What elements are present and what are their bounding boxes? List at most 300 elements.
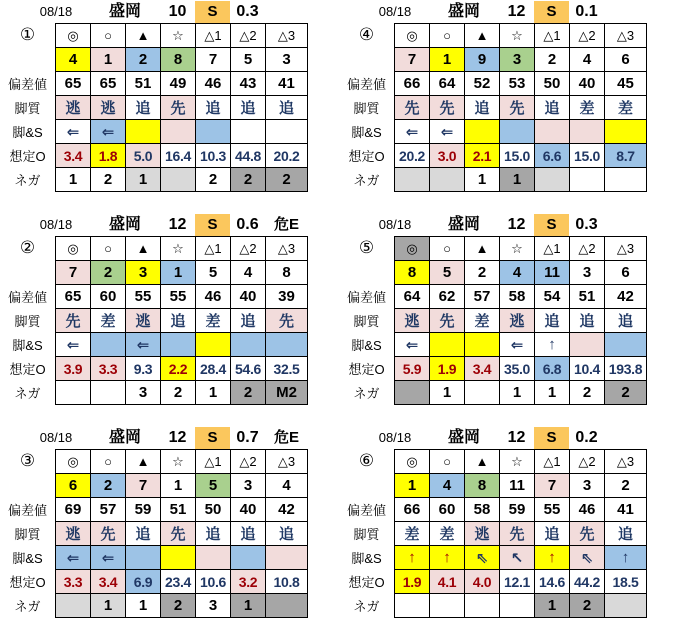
odds-row[interactable]: [395, 570, 647, 594]
mark-cell[interactable]: ☆: [500, 450, 535, 474]
horse-number-cell[interactable]: 8: [266, 261, 308, 285]
nega-cell[interactable]: 2: [266, 168, 308, 192]
race-table[interactable]: [394, 236, 647, 405]
start-type-badge[interactable]: S: [195, 1, 230, 23]
horse-number-cell[interactable]: 5: [196, 261, 231, 285]
marks-row[interactable]: [395, 450, 647, 474]
horse-number-cell[interactable]: 9: [465, 48, 500, 72]
kyakushitsu-cell[interactable]: 追: [161, 309, 196, 333]
horse-number-cell[interactable]: 6: [605, 261, 647, 285]
odds-cell[interactable]: 54.6: [231, 357, 266, 381]
mark-cell[interactable]: ◎: [395, 237, 430, 261]
hensachi-cell[interactable]: 62: [430, 285, 465, 309]
hensachi-cell[interactable]: 57: [91, 498, 126, 522]
mark-cell[interactable]: △2: [231, 237, 266, 261]
style-row[interactable]: [395, 309, 647, 333]
horse-number-cell[interactable]: 7: [56, 261, 91, 285]
hensachi-cell[interactable]: 41: [605, 498, 647, 522]
race-body[interactable]: [339, 236, 647, 405]
hensachi-cell[interactable]: 40: [570, 72, 605, 96]
hensachi-cell[interactable]: 64: [395, 285, 430, 309]
ashi-s-cell[interactable]: [231, 120, 266, 144]
mark-cell[interactable]: ▲: [126, 237, 161, 261]
hensachi-cell[interactable]: 60: [91, 285, 126, 309]
nega-cell[interactable]: 2: [570, 381, 605, 405]
race-track[interactable]: 盛岡: [108, 3, 141, 20]
horse-number-cell[interactable]: 3: [231, 474, 266, 498]
ashi-row[interactable]: [395, 120, 647, 144]
marks-row[interactable]: [395, 24, 647, 48]
row-labels[interactable]: [0, 23, 55, 192]
kyakushitsu-cell[interactable]: 先: [430, 309, 465, 333]
hensachi-cell[interactable]: 49: [161, 72, 196, 96]
hensachi-cell[interactable]: 55: [161, 285, 196, 309]
hensachi-cell[interactable]: 65: [91, 72, 126, 96]
odds-cell[interactable]: 28.4: [196, 357, 231, 381]
nega-cell[interactable]: 2: [91, 168, 126, 192]
race-body[interactable]: [0, 236, 308, 405]
hensachi-cell[interactable]: 46: [196, 285, 231, 309]
horse-number-cell[interactable]: 6: [56, 474, 91, 498]
race-body[interactable]: [339, 23, 647, 192]
nega-cell[interactable]: 2: [570, 594, 605, 618]
kyakushitsu-cell[interactable]: 追: [266, 96, 308, 120]
nega-cell[interactable]: M2: [266, 381, 308, 405]
hensachi-cell[interactable]: 46: [570, 498, 605, 522]
race-block[interactable]: [339, 427, 647, 618]
hensachi-cell[interactable]: 39: [266, 285, 308, 309]
mark-cell[interactable]: △1: [535, 450, 570, 474]
odds-cell[interactable]: 4.0: [465, 570, 500, 594]
nega-cell[interactable]: 1: [56, 168, 91, 192]
ashi-s-cell[interactable]: [266, 546, 308, 570]
odds-cell[interactable]: 10.6: [196, 570, 231, 594]
hensachi-cell[interactable]: 45: [605, 72, 647, 96]
ashi-s-cell[interactable]: [196, 546, 231, 570]
odds-cell[interactable]: 44.2: [570, 570, 605, 594]
mark-cell[interactable]: ▲: [465, 237, 500, 261]
nega-cell[interactable]: [56, 594, 91, 618]
kyakushitsu-cell[interactable]: 追: [535, 96, 570, 120]
odds-cell[interactable]: 3.3: [56, 570, 91, 594]
hensachi-cell[interactable]: 43: [231, 72, 266, 96]
ashi-row[interactable]: [395, 546, 647, 570]
ashi-row[interactable]: [395, 333, 647, 357]
nega-cell[interactable]: 1: [231, 594, 266, 618]
ashi-row[interactable]: [56, 120, 308, 144]
horse-number-cell[interactable]: 4: [430, 474, 465, 498]
marks-row[interactable]: [56, 450, 308, 474]
hensachi-cell[interactable]: 54: [535, 285, 570, 309]
horse-number-cell[interactable]: 2: [605, 474, 647, 498]
mark-cell[interactable]: △1: [196, 450, 231, 474]
race-header[interactable]: [339, 214, 647, 236]
kyakushitsu-cell[interactable]: 差: [570, 96, 605, 120]
mark-cell[interactable]: ☆: [161, 24, 196, 48]
nega-cell[interactable]: 1: [500, 168, 535, 192]
mark-cell[interactable]: ☆: [500, 24, 535, 48]
odds-cell[interactable]: 15.0: [500, 144, 535, 168]
nega-cell[interactable]: [395, 381, 430, 405]
horse-number-cell[interactable]: 3: [570, 261, 605, 285]
hensachi-cell[interactable]: 51: [570, 285, 605, 309]
start-type-badge[interactable]: S: [195, 214, 230, 236]
odds-cell[interactable]: 3.4: [465, 357, 500, 381]
hensachi-cell[interactable]: 66: [395, 72, 430, 96]
hensachi-row[interactable]: [395, 498, 647, 522]
nega-cell[interactable]: [465, 594, 500, 618]
kyakushitsu-cell[interactable]: 先: [500, 96, 535, 120]
style-row[interactable]: [56, 309, 308, 333]
mark-cell[interactable]: △2: [231, 450, 266, 474]
kyakushitsu-cell[interactable]: 逃: [56, 522, 91, 546]
hensachi-cell[interactable]: 55: [535, 498, 570, 522]
start-type-badge[interactable]: S: [195, 427, 230, 449]
number-row[interactable]: [395, 261, 647, 285]
odds-cell[interactable]: 1.9: [395, 570, 430, 594]
nega-cell[interactable]: [395, 168, 430, 192]
nw-arrow-icon-cell[interactable]: ↖: [500, 546, 535, 570]
row-labels[interactable]: [0, 449, 55, 618]
kyakushitsu-cell[interactable]: 追: [196, 96, 231, 120]
kyakushitsu-cell[interactable]: 逃: [56, 96, 91, 120]
nega-row[interactable]: [395, 594, 647, 618]
kyakushitsu-cell[interactable]: 差: [605, 96, 647, 120]
odds-cell[interactable]: 12.1: [500, 570, 535, 594]
number-row[interactable]: [395, 48, 647, 72]
nega-cell[interactable]: 1: [465, 168, 500, 192]
left-arrow-icon-cell[interactable]: ⇐: [56, 333, 91, 357]
hensachi-cell[interactable]: 40: [231, 498, 266, 522]
nega-cell[interactable]: 3: [196, 594, 231, 618]
odds-row[interactable]: [56, 357, 308, 381]
horse-number-cell[interactable]: 1: [395, 474, 430, 498]
ashi-s-cell[interactable]: [231, 333, 266, 357]
nega-row[interactable]: [56, 168, 308, 192]
mark-cell[interactable]: △1: [535, 24, 570, 48]
race-date[interactable]: 08/18: [378, 430, 412, 445]
mark-cell[interactable]: ○: [430, 237, 465, 261]
odds-cell[interactable]: 5.9: [395, 357, 430, 381]
hensachi-cell[interactable]: 65: [56, 285, 91, 309]
number-row[interactable]: [56, 48, 308, 72]
odds-row[interactable]: [395, 357, 647, 381]
odds-cell[interactable]: 193.8: [605, 357, 647, 381]
race-track[interactable]: 盛岡: [108, 216, 141, 233]
nega-cell[interactable]: 2: [605, 381, 647, 405]
nega-cell[interactable]: [465, 381, 500, 405]
kyakushitsu-cell[interactable]: 先: [266, 309, 308, 333]
mark-cell[interactable]: ◎: [56, 24, 91, 48]
race-date[interactable]: 08/18: [378, 4, 412, 19]
row-labels[interactable]: [339, 23, 394, 192]
horse-number-cell[interactable]: 2: [91, 474, 126, 498]
start-type-badge[interactable]: S: [534, 214, 569, 236]
race-body[interactable]: [339, 449, 647, 618]
odds-cell[interactable]: 18.5: [605, 570, 647, 594]
race-margin[interactable]: 0.3: [236, 3, 259, 20]
mark-cell[interactable]: ○: [91, 450, 126, 474]
odds-cell[interactable]: 10.8: [266, 570, 308, 594]
horse-number-cell[interactable]: 4: [56, 48, 91, 72]
kyakushitsu-cell[interactable]: 先: [161, 96, 196, 120]
horse-number-cell[interactable]: 5: [430, 261, 465, 285]
horse-number-cell[interactable]: 4: [231, 261, 266, 285]
mark-cell[interactable]: ○: [91, 237, 126, 261]
race-header[interactable]: [339, 427, 647, 449]
race-date[interactable]: 08/18: [378, 217, 412, 232]
ashi-s-cell[interactable]: [126, 546, 161, 570]
race-date[interactable]: 08/18: [39, 4, 73, 19]
nega-cell[interactable]: 2: [231, 168, 266, 192]
race-block[interactable]: [0, 1, 308, 192]
nega-row[interactable]: [56, 381, 308, 405]
mark-cell[interactable]: △2: [570, 237, 605, 261]
odds-cell[interactable]: 10.3: [196, 144, 231, 168]
mark-cell[interactable]: ○: [430, 450, 465, 474]
nega-cell[interactable]: 1: [126, 168, 161, 192]
nega-cell[interactable]: [91, 381, 126, 405]
race-block[interactable]: [339, 1, 647, 192]
nega-cell[interactable]: [266, 594, 308, 618]
nega-cell[interactable]: [56, 381, 91, 405]
nega-cell[interactable]: [605, 168, 647, 192]
race-margin[interactable]: 0.6: [236, 216, 259, 233]
mark-cell[interactable]: △3: [605, 237, 647, 261]
mark-cell[interactable]: ○: [430, 24, 465, 48]
race-number[interactable]: 12: [507, 429, 526, 446]
race-number[interactable]: 12: [168, 429, 187, 446]
ashi-s-cell[interactable]: [605, 333, 647, 357]
horse-number-cell[interactable]: 1: [161, 261, 196, 285]
left-arrow-icon-cell[interactable]: ⇐: [56, 546, 91, 570]
race-table[interactable]: [55, 23, 308, 192]
odds-row[interactable]: [56, 570, 308, 594]
hensachi-cell[interactable]: 66: [395, 498, 430, 522]
kyakushitsu-cell[interactable]: 差: [196, 309, 231, 333]
mark-cell[interactable]: ▲: [126, 24, 161, 48]
number-row[interactable]: [56, 474, 308, 498]
hensachi-cell[interactable]: 58: [500, 285, 535, 309]
row-labels[interactable]: [339, 449, 394, 618]
up-arrow-icon-cell[interactable]: ↑: [535, 546, 570, 570]
horse-number-cell[interactable]: 2: [535, 48, 570, 72]
mark-cell[interactable]: ◎: [395, 450, 430, 474]
ashi-s-cell[interactable]: [535, 120, 570, 144]
kyakushitsu-cell[interactable]: 逃: [126, 309, 161, 333]
kyakushitsu-cell[interactable]: 先: [56, 309, 91, 333]
left-arrow-icon-cell[interactable]: ⇐: [91, 546, 126, 570]
nega-cell[interactable]: [570, 168, 605, 192]
marks-row[interactable]: [395, 237, 647, 261]
kyakushitsu-cell[interactable]: 追: [231, 522, 266, 546]
ashi-s-cell[interactable]: [196, 333, 231, 357]
style-row[interactable]: [56, 522, 308, 546]
hensachi-row[interactable]: [56, 285, 308, 309]
horse-number-cell[interactable]: 1: [161, 474, 196, 498]
odds-cell[interactable]: 2.1: [465, 144, 500, 168]
race-date[interactable]: 08/18: [39, 430, 73, 445]
kyakushitsu-cell[interactable]: 差: [465, 309, 500, 333]
odds-cell[interactable]: 1.8: [91, 144, 126, 168]
ashi-s-cell[interactable]: [266, 120, 308, 144]
nega-cell[interactable]: 1: [535, 594, 570, 618]
horse-number-cell[interactable]: 7: [196, 48, 231, 72]
kyakushitsu-cell[interactable]: 追: [605, 522, 647, 546]
mark-cell[interactable]: △1: [196, 24, 231, 48]
horse-number-cell[interactable]: 1: [430, 48, 465, 72]
race-header[interactable]: [0, 214, 308, 236]
race-table[interactable]: [394, 449, 647, 618]
ashi-row[interactable]: [56, 546, 308, 570]
start-type-badge[interactable]: S: [534, 427, 569, 449]
hensachi-cell[interactable]: 51: [126, 72, 161, 96]
ashi-s-cell[interactable]: [161, 546, 196, 570]
nega-cell[interactable]: 2: [161, 594, 196, 618]
up-arrow-icon-cell[interactable]: ↑: [430, 546, 465, 570]
odds-cell[interactable]: 3.9: [56, 357, 91, 381]
ashi-s-cell[interactable]: [430, 333, 465, 357]
hensachi-cell[interactable]: 53: [500, 72, 535, 96]
left-arrow-icon-cell[interactable]: ⇐: [91, 120, 126, 144]
left-arrow-icon-cell[interactable]: ⇐: [395, 333, 430, 357]
odds-cell[interactable]: 20.2: [395, 144, 430, 168]
nega-cell[interactable]: 1: [196, 381, 231, 405]
mark-cell[interactable]: ▲: [126, 450, 161, 474]
hensachi-cell[interactable]: 50: [535, 72, 570, 96]
kyakushitsu-cell[interactable]: 逃: [395, 309, 430, 333]
ashi-s-cell[interactable]: [266, 333, 308, 357]
nega-cell[interactable]: 1: [535, 381, 570, 405]
mark-cell[interactable]: △2: [231, 24, 266, 48]
hensachi-cell[interactable]: 50: [196, 498, 231, 522]
kyakushitsu-cell[interactable]: 先: [395, 96, 430, 120]
horse-number-cell[interactable]: 2: [465, 261, 500, 285]
horse-number-cell[interactable]: 7: [535, 474, 570, 498]
left-arrow-icon-cell[interactable]: ⇐: [430, 120, 465, 144]
ashi-s-cell[interactable]: [570, 120, 605, 144]
marks-row[interactable]: [56, 24, 308, 48]
nega-cell[interactable]: 1: [126, 594, 161, 618]
mark-cell[interactable]: △3: [605, 24, 647, 48]
horse-number-cell[interactable]: 3: [126, 261, 161, 285]
kyakushitsu-cell[interactable]: 追: [126, 96, 161, 120]
kyakushitsu-cell[interactable]: 差: [430, 522, 465, 546]
number-row[interactable]: [56, 261, 308, 285]
nega-cell[interactable]: 3: [126, 381, 161, 405]
horse-number-cell[interactable]: 3: [500, 48, 535, 72]
kyakushitsu-cell[interactable]: 追: [196, 522, 231, 546]
kyakushitsu-cell[interactable]: 追: [266, 522, 308, 546]
marks-row[interactable]: [56, 237, 308, 261]
race-table[interactable]: [55, 449, 308, 618]
up-arrow-icon-cell[interactable]: ↑: [395, 546, 430, 570]
kyakushitsu-cell[interactable]: 追: [126, 522, 161, 546]
hensachi-cell[interactable]: 59: [500, 498, 535, 522]
hensachi-cell[interactable]: 60: [430, 498, 465, 522]
kyakushitsu-cell[interactable]: 追: [231, 309, 266, 333]
race-number[interactable]: 10: [168, 3, 187, 20]
race-body[interactable]: [0, 23, 308, 192]
hensachi-cell[interactable]: 42: [266, 498, 308, 522]
odds-row[interactable]: [56, 144, 308, 168]
up-arrow-icon-cell[interactable]: ↑: [605, 546, 647, 570]
odds-cell[interactable]: 14.6: [535, 570, 570, 594]
kyakushitsu-cell[interactable]: 先: [500, 522, 535, 546]
race-margin[interactable]: 0.2: [575, 429, 598, 446]
kyakushitsu-cell[interactable]: 差: [395, 522, 430, 546]
odds-cell[interactable]: 35.0: [500, 357, 535, 381]
hensachi-cell[interactable]: 58: [465, 498, 500, 522]
kyakushitsu-cell[interactable]: 先: [161, 522, 196, 546]
mark-cell[interactable]: △2: [570, 24, 605, 48]
mark-cell[interactable]: ☆: [161, 237, 196, 261]
kyakushitsu-cell[interactable]: 逃: [91, 96, 126, 120]
mark-cell[interactable]: △1: [196, 237, 231, 261]
horse-number-cell[interactable]: 5: [231, 48, 266, 72]
horse-number-cell[interactable]: 8: [161, 48, 196, 72]
horse-number-cell[interactable]: 8: [465, 474, 500, 498]
ashi-s-cell[interactable]: [91, 333, 126, 357]
nega-cell[interactable]: [430, 594, 465, 618]
odds-cell[interactable]: 15.0: [570, 144, 605, 168]
nw-outline-arrow-icon-cell[interactable]: ⇖: [570, 546, 605, 570]
odds-cell[interactable]: 6.8: [535, 357, 570, 381]
odds-cell[interactable]: 44.8: [231, 144, 266, 168]
nega-cell[interactable]: [605, 594, 647, 618]
race-number[interactable]: 12: [507, 3, 526, 20]
hensachi-cell[interactable]: 40: [231, 285, 266, 309]
kyakushitsu-cell[interactable]: 追: [570, 309, 605, 333]
nega-cell[interactable]: 1: [430, 381, 465, 405]
race-header[interactable]: [0, 427, 308, 449]
hensachi-cell[interactable]: 52: [465, 72, 500, 96]
style-row[interactable]: [56, 96, 308, 120]
start-type-badge[interactable]: S: [534, 1, 569, 23]
style-row[interactable]: [395, 96, 647, 120]
horse-number-cell[interactable]: 7: [126, 474, 161, 498]
race-warning[interactable]: 危E: [273, 216, 299, 233]
mark-cell[interactable]: ◎: [56, 450, 91, 474]
horse-number-cell[interactable]: 4: [266, 474, 308, 498]
odds-cell[interactable]: 32.5: [266, 357, 308, 381]
mark-cell[interactable]: △3: [605, 450, 647, 474]
nega-cell[interactable]: 2: [231, 381, 266, 405]
odds-cell[interactable]: 3.4: [56, 144, 91, 168]
race-margin[interactable]: 0.3: [575, 216, 598, 233]
odds-cell[interactable]: 16.4: [161, 144, 196, 168]
ashi-s-cell[interactable]: [231, 546, 266, 570]
horse-number-cell[interactable]: 7: [395, 48, 430, 72]
hensachi-row[interactable]: [395, 72, 647, 96]
odds-cell[interactable]: 3.4: [91, 570, 126, 594]
odds-cell[interactable]: 6.6: [535, 144, 570, 168]
mark-cell[interactable]: △1: [535, 237, 570, 261]
race-body[interactable]: [0, 449, 308, 618]
hensachi-cell[interactable]: 55: [126, 285, 161, 309]
hensachi-cell[interactable]: 42: [605, 285, 647, 309]
nega-cell[interactable]: [161, 168, 196, 192]
hensachi-cell[interactable]: 51: [161, 498, 196, 522]
ashi-s-cell[interactable]: [196, 120, 231, 144]
odds-cell[interactable]: 8.7: [605, 144, 647, 168]
odds-cell[interactable]: 10.4: [570, 357, 605, 381]
hensachi-cell[interactable]: 65: [56, 72, 91, 96]
mark-cell[interactable]: ○: [91, 24, 126, 48]
race-margin[interactable]: 0.7: [236, 429, 259, 446]
hensachi-row[interactable]: [56, 498, 308, 522]
nega-cell[interactable]: 1: [500, 381, 535, 405]
